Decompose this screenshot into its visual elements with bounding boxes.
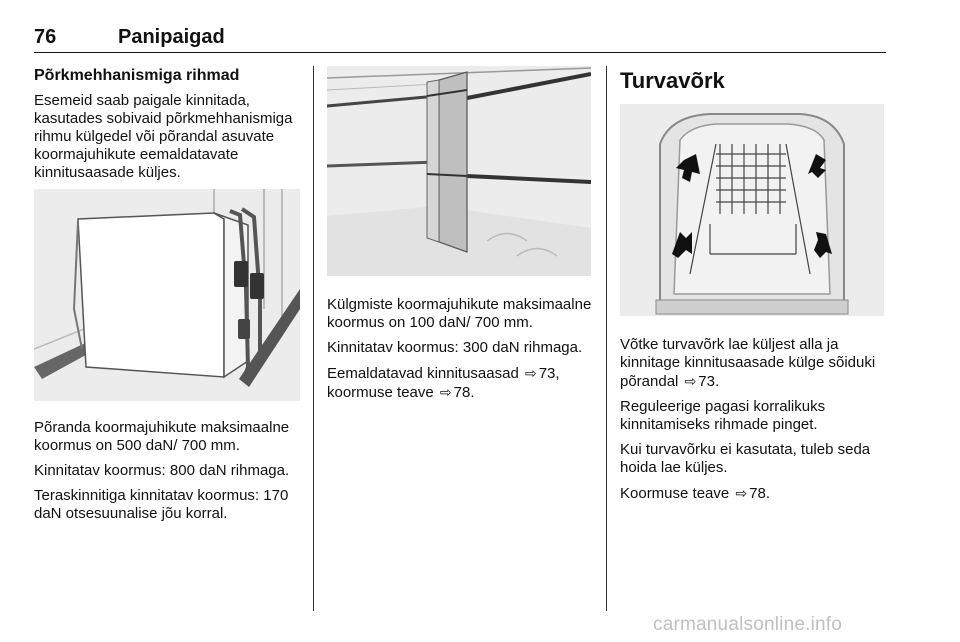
page-reference-arrow-icon: ⇨ — [684, 373, 697, 389]
side-rail-drawing — [327, 66, 591, 276]
side-rail-illustration — [327, 66, 591, 276]
page-reference-78[interactable]: 78. — [453, 384, 475, 401]
ratchet-strap-drawing — [34, 189, 300, 401]
page-reference-78[interactable]: 78. — [749, 485, 770, 502]
page-number: 76 — [34, 26, 57, 48]
page-reference-arrow-icon: ⇨ — [439, 384, 452, 400]
net-lower-text: Võtke turvavõrk lae küljest alla ja kinnitage kinnitusaasade külge sõiduki põrandal — [620, 336, 876, 390]
column-middle — [327, 66, 595, 409]
section-subheading: Põrkmehhanismiga rihmad — [34, 67, 240, 84]
ratchet-strap-illustration — [34, 189, 300, 401]
column-left — [34, 66, 300, 530]
page-reference-73[interactable]: 73, — [538, 365, 560, 382]
safety-net-illustration — [620, 104, 884, 316]
intro-paragraph: Esemeid saab paigale kinnitada, kasutades sobivaid põrkmehhanismiga rihmu külgedel või põrandal asuvate koormajuhikute eemaldatavate kinnitusaasade küljes. — [34, 92, 293, 181]
watermark: carmanualsonline.info — [653, 614, 843, 635]
steel-clip-load: Teraskinnitiga kinnitatav koormus: 170 daN otsesuunalise jõu korral. — [34, 487, 289, 522]
removable-eyes-text: Eemaldatavad kinnitusaasad — [327, 365, 519, 382]
removable-eyes-reference — [327, 364, 595, 402]
page-reference-arrow-icon: ⇨ — [524, 365, 537, 381]
load-info-text: Koormuse teave — [620, 485, 730, 502]
page-header — [34, 22, 886, 53]
net-lower-instruction — [620, 336, 890, 391]
strap-load: Kinnitatav koormus: 800 daN rihmaga. — [34, 462, 290, 479]
page-reference-arrow-icon: ⇨ — [735, 485, 748, 501]
page-reference-73[interactable]: 73. — [698, 373, 720, 390]
load-info-text: koormuse teave — [327, 384, 434, 401]
side-strap-load: Kinnitatav koormus: 300 daN rihmaga. — [327, 339, 583, 356]
net-storage-note: Kui turvavõrku ei kasutata, tuleb seda hoida lae küljes. — [620, 441, 871, 476]
chapter-title: Panipaigad — [118, 26, 225, 48]
side-guide-max-load: Külgmiste koormajuhikute maksimaalne koormus on 100 daN/ 700 mm. — [327, 296, 592, 331]
load-info-reference — [620, 484, 890, 503]
adjust-strap-tension: Reguleerige pagasi korralikuks kinnitamiseks rihmade pinget. — [620, 398, 826, 433]
section-title: Turvavõrk — [620, 68, 725, 93]
column-divider — [606, 66, 607, 611]
column-right — [620, 66, 890, 510]
column-divider — [313, 66, 314, 611]
floor-guide-max-load: Põranda koormajuhikute maksimaalne koormus on 500 daN/ 700 mm. — [34, 419, 290, 454]
safety-net-drawing — [620, 104, 884, 316]
